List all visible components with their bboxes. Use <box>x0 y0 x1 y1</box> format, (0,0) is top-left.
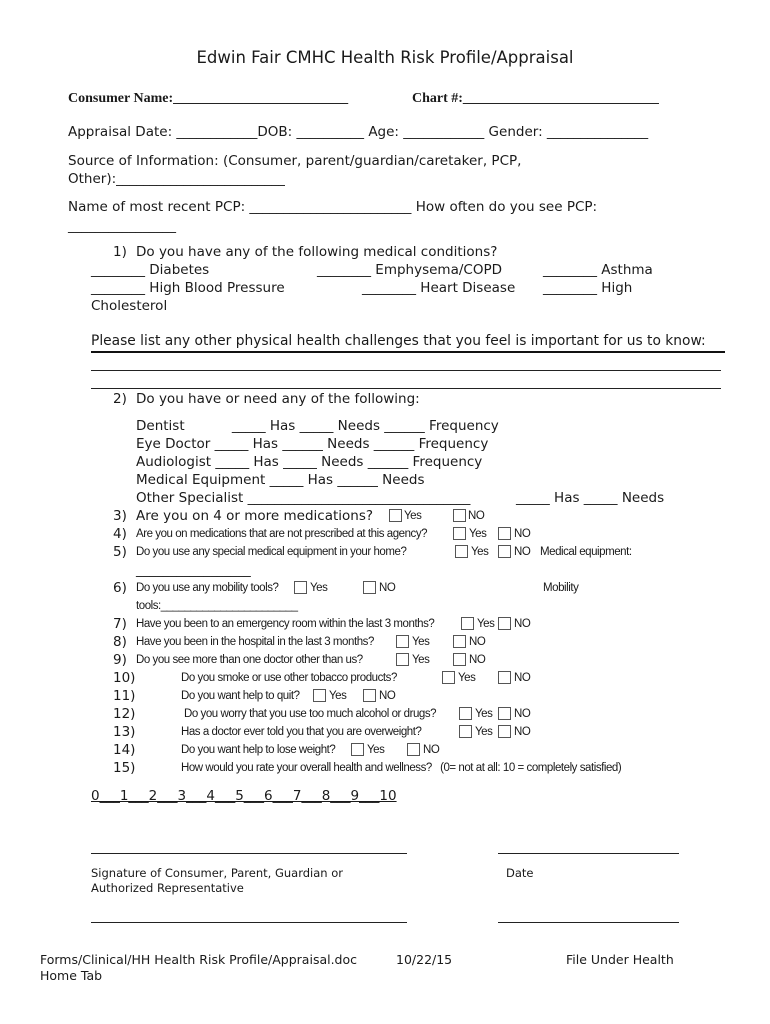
q2-other-specialist[interactable]: Other Specialist _________________________________ <box>136 490 471 506</box>
q6-yes-label: Yes <box>310 582 328 594</box>
q15-text: How would you rate your overall health and wellness? (0= not at all: 10 = completely satisfied) <box>181 762 622 774</box>
q2-other-has[interactable]: _____ Has _____ Needs <box>516 490 665 506</box>
date-line <box>498 853 679 854</box>
q11-number: 11) <box>113 688 136 704</box>
q5-equipment-line[interactable]: _________________ <box>136 562 251 578</box>
q10-yes-checkbox[interactable] <box>442 671 455 684</box>
q11-no-checkbox[interactable] <box>363 689 376 702</box>
q13-no-checkbox[interactable] <box>498 725 511 738</box>
q4-yes-checkbox[interactable] <box>453 527 466 540</box>
q10-yes-label: Yes <box>458 672 476 684</box>
q14-yes-checkbox[interactable] <box>351 743 364 756</box>
q15-number: 15) <box>113 760 136 776</box>
q7-text: Have you been to an emergency room within the last 3 months? <box>136 618 435 630</box>
q7-number: 7) <box>113 616 127 632</box>
q2-number: 2) <box>113 391 127 407</box>
q9-text: Do you see more than one doctor other than us? <box>136 654 363 666</box>
please-list-line1 <box>91 370 721 371</box>
q10-no-label: NO <box>514 672 531 684</box>
q4-no-label: NO <box>514 528 531 540</box>
q6-number: 6) <box>113 580 127 596</box>
rating-scale[interactable]: 0___1___2___3___4___5___6___7___8___9___10 <box>91 788 397 804</box>
q1-blood-pressure[interactable]: ________ High Blood Pressure <box>91 280 285 296</box>
q9-number: 9) <box>113 652 127 668</box>
q3-no-label: NO <box>468 510 485 522</box>
q5-text: Do you use any special medical equipment in your home? <box>136 546 407 558</box>
footer-path: Forms/Clinical/HH Health Risk Profile/Appraisal.doc <box>40 952 358 967</box>
q9-no-label: NO <box>469 654 486 666</box>
q13-number: 13) <box>113 724 136 740</box>
q3-number: 3) <box>113 508 127 524</box>
q11-yes-checkbox[interactable] <box>313 689 326 702</box>
q2-medical-equipment[interactable]: Medical Equipment _____ Has ______ Needs <box>136 472 425 488</box>
q14-no-checkbox[interactable] <box>407 743 420 756</box>
q8-yes-label: Yes <box>412 636 430 648</box>
q7-yes-label: Yes <box>477 618 495 630</box>
q8-yes-checkbox[interactable] <box>396 635 409 648</box>
q6-text: Do you use any mobility tools? <box>136 582 279 594</box>
q12-no-checkbox[interactable] <box>498 707 511 720</box>
q13-yes-checkbox[interactable] <box>459 725 472 738</box>
q14-yes-label: Yes <box>367 744 385 756</box>
date-label: Date <box>506 866 534 880</box>
q10-no-checkbox[interactable] <box>498 671 511 684</box>
q14-no-label: NO <box>423 744 440 756</box>
q7-no-checkbox[interactable] <box>498 617 511 630</box>
q3-yes-checkbox[interactable] <box>389 509 402 522</box>
q9-yes-checkbox[interactable] <box>396 653 409 666</box>
q12-text: Do you worry that you use too much alcohol or drugs? <box>184 708 437 720</box>
q4-yes-label: Yes <box>469 528 487 540</box>
q12-yes-label: Yes <box>475 708 493 720</box>
q6-yes-checkbox[interactable] <box>294 581 307 594</box>
chart-number-field[interactable]: Chart #:____________________________ <box>412 91 659 106</box>
q8-no-label: NO <box>469 636 486 648</box>
q6-tools-line[interactable]: tools:_______________________ <box>136 600 298 612</box>
q1-asthma[interactable]: ________ Asthma <box>543 262 653 278</box>
q1-number: 1) <box>113 244 127 260</box>
signature-label-2: Authorized Representative <box>91 881 244 895</box>
q5-yes-label: Yes <box>471 546 489 558</box>
q2-audiologist[interactable]: Audiologist _____ Has _____ Needs ______ Frequency <box>136 454 483 470</box>
q14-number: 14) <box>113 742 136 758</box>
q5-number: 5) <box>113 544 127 560</box>
footer-tab: Home Tab <box>40 968 103 983</box>
page-title: Edwin Fair CMHC Health Risk Profile/Appraisal <box>196 48 574 67</box>
q1-heart-disease[interactable]: ________ Heart Disease <box>362 280 516 296</box>
q1-text: Do you have any of the following medical conditions? <box>136 244 498 260</box>
second-date-line <box>498 922 679 923</box>
q3-no-checkbox[interactable] <box>453 509 466 522</box>
q13-text: Has a doctor ever told you that you are overweight? <box>181 726 422 738</box>
q5-no-checkbox[interactable] <box>498 545 511 558</box>
q9-no-checkbox[interactable] <box>453 653 466 666</box>
q1-diabetes[interactable]: ________ Diabetes <box>91 262 210 278</box>
consumer-name-field[interactable]: Consumer Name:_________________________ <box>68 91 349 106</box>
q1-emphysema[interactable]: ________ Emphysema/COPD <box>317 262 502 278</box>
source-info-line2[interactable]: Other):_________________________ <box>68 171 285 187</box>
please-list-rule <box>91 351 725 353</box>
q6-mobility-label: Mobility <box>543 582 579 594</box>
q13-no-label: NO <box>514 726 531 738</box>
signature-label-1: Signature of Consumer, Parent, Guardian or <box>91 866 343 880</box>
q8-text: Have you been in the hospital in the last 3 months? <box>136 636 374 648</box>
q10-text: Do you smoke or use other tobacco products? <box>181 672 397 684</box>
q2-dentist[interactable]: Dentist _____ Has _____ Needs ______ Frequency <box>136 418 499 434</box>
q7-no-label: NO <box>514 618 531 630</box>
q8-no-checkbox[interactable] <box>453 635 466 648</box>
q3-yes-label: Yes <box>404 510 422 522</box>
q14-text: Do you want help to lose weight? <box>181 744 336 756</box>
q1-high[interactable]: ________ High <box>543 280 633 296</box>
q8-number: 8) <box>113 634 127 650</box>
q2-text: Do you have or need any of the following: <box>136 391 420 407</box>
q5-equipment-label: Medical equipment: <box>540 546 632 558</box>
q9-yes-label: Yes <box>412 654 430 666</box>
q4-text: Are you on medications that are not prescribed at this agency? <box>136 528 428 540</box>
q10-number: 10) <box>113 670 136 686</box>
second-signature-line <box>91 922 407 923</box>
footer-file: File Under Health <box>566 952 674 967</box>
pcp-line2[interactable]: ________________ <box>68 218 176 234</box>
q6-no-checkbox[interactable] <box>363 581 376 594</box>
signature-line <box>91 853 407 854</box>
q5-yes-checkbox[interactable] <box>455 545 468 558</box>
q13-yes-label: Yes <box>475 726 493 738</box>
appraisal-info-line[interactable]: Appraisal Date: ____________DOB: __________ Age: ____________ Gender: _______________ <box>68 124 649 140</box>
q12-number: 12) <box>113 706 136 722</box>
q11-text: Do you want help to quit? <box>181 690 300 702</box>
please-list-line2 <box>91 388 721 389</box>
q6-no-label: NO <box>379 582 396 594</box>
q11-no-label: NO <box>379 690 396 702</box>
q12-no-label: NO <box>514 708 531 720</box>
q11-yes-label: Yes <box>329 690 347 702</box>
footer-date: 10/22/15 <box>396 952 453 967</box>
q4-no-checkbox[interactable] <box>498 527 511 540</box>
q5-no-label: NO <box>514 546 531 558</box>
q3-text: Are you on 4 or more medications? <box>136 508 374 524</box>
q1-cholesterol: Cholesterol <box>91 298 168 314</box>
pcp-line1[interactable]: Name of most recent PCP: ________________________ How often do you see PCP: <box>68 199 598 215</box>
source-info-line1: Source of Information: (Consumer, parent/guardian/caretaker, PCP, <box>68 153 522 169</box>
q12-yes-checkbox[interactable] <box>459 707 472 720</box>
please-list-text: Please list any other physical health challenges that you feel is important for us to know: <box>91 333 706 349</box>
q4-number: 4) <box>113 526 127 542</box>
q7-yes-checkbox[interactable] <box>461 617 474 630</box>
q2-eye-doctor[interactable]: Eye Doctor _____ Has ______ Needs ______ Frequency <box>136 436 489 452</box>
